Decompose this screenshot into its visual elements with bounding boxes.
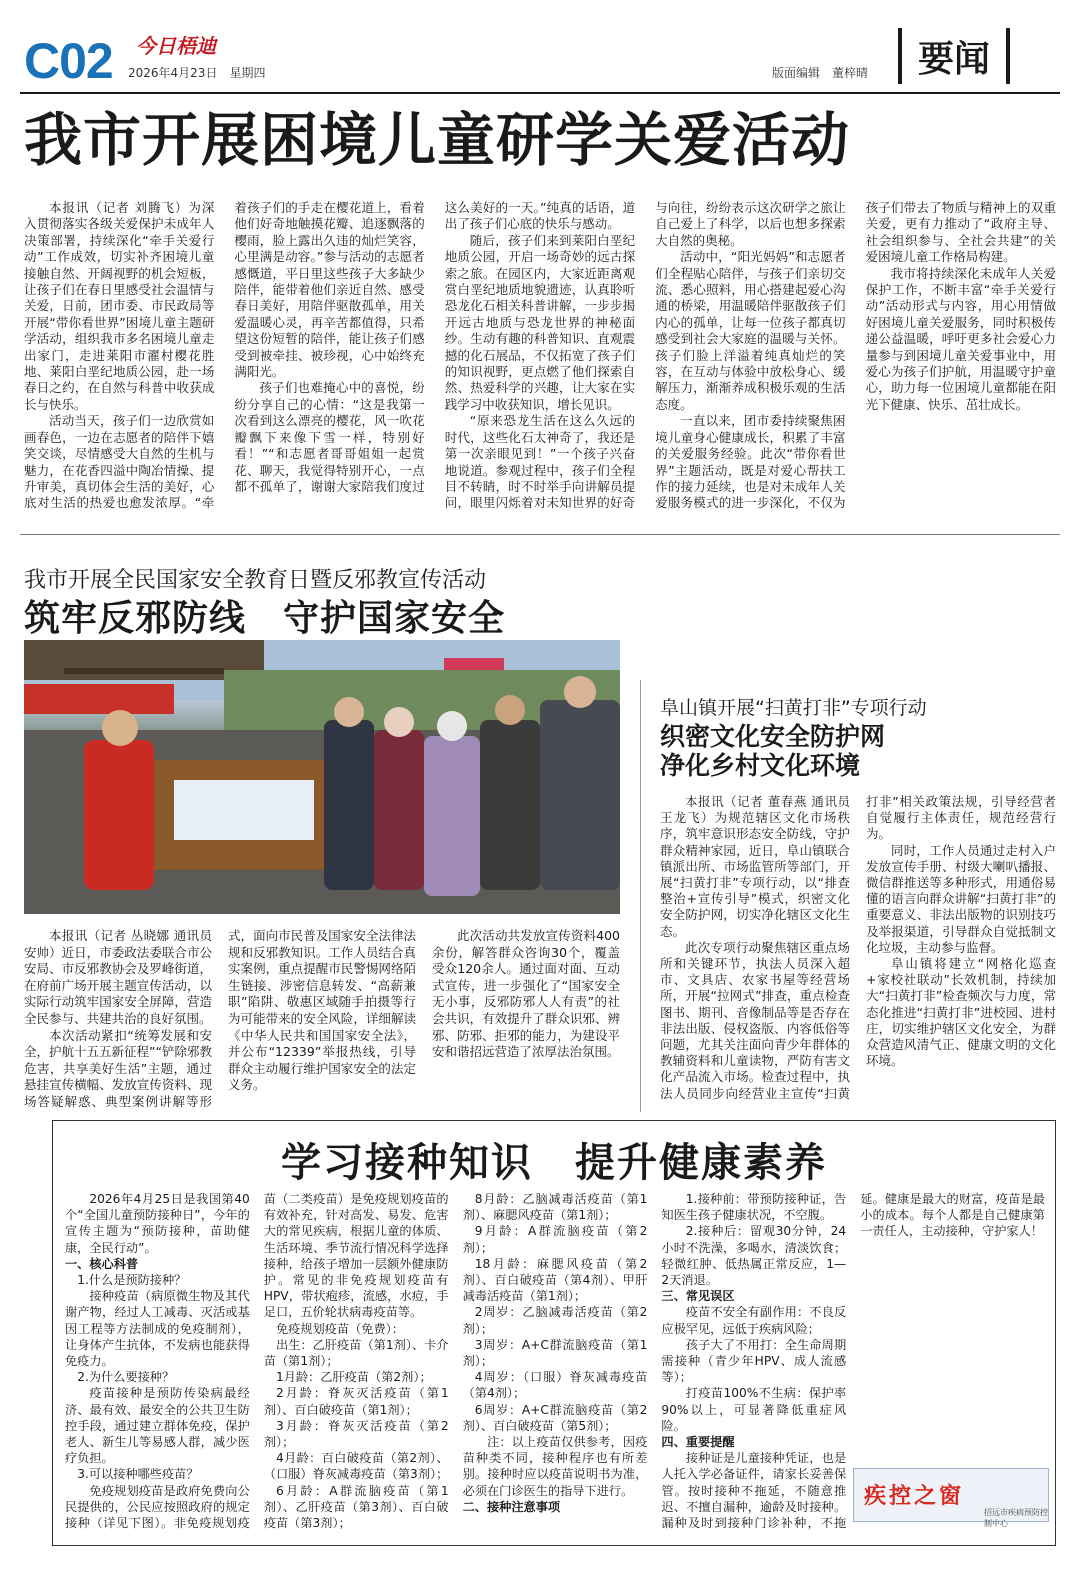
section-heading: 四、重要提醒 xyxy=(661,1435,735,1450)
paragraph: 注：以上疫苗仅供参考，因疫苗种类不同，接种程序也有所差别。接种时应以疫苗说明书为准，必须在门诊医生的指导下进行。 xyxy=(462,1435,648,1498)
section-label: 要闻 xyxy=(898,28,1010,84)
paragraph: 活动中，“阳光妈妈”和志愿者们全程贴心陪伴，与孩子们亲切交流、悉心照料，用心搭建起爱心沟通的桥梁，用温暖陪伴驱散孩子们内心的孤单，让每一位孩子都真切感受到社会大家庭的温暖与关怀。孩子们脸上洋溢着纯真灿烂的笑容，在互动与体验中放松身心、缓解压力，渐渐养成积极乐观的生活态度。 xyxy=(655,249,846,412)
article3-headline-line1: 织密文化安全防护网 xyxy=(660,722,886,751)
badge-title: 疾控之窗 xyxy=(864,1483,965,1509)
paragraph: 本报讯（记者 刘腾飞）为深入贯彻落实各级关爱保护未成年人决策部署，持续深化“牵手关爱行动”工作成效，切实补齐困境儿童接触自然、开阔视野的机会短板，让孩子们在春日里感受社会温情与关爱，日前，团市委、市民政局等开展“带你看世界”困境儿童主题研学活动，组织我市多名困境儿童走出家门，走进莱阳市濯村樱花胜地、莱阳白垩纪地质公园，赴一场春日之约，在自然与科普中收获成长与快乐。 xyxy=(24,200,215,412)
paragraph: 同时，工作人员通过走村入户发放宣传手册、村级大喇叭播报、微信群推送等多种形式，用通俗易懂的语言向群众讲解“扫黄打非”的重要意义、非法出版物的识别技巧及举报渠道，引导群众自觉抵制文化垃圾，主动参与监督。 xyxy=(866,842,1056,955)
paragraph: 接种疫苗（病原微生物及其代谢产物，经过人工减毒、灭活或基因工程等方法制成的免疫制剂），让身体产生抗体，不发病也能获得免疫力。 xyxy=(65,1289,250,1369)
article2-headline: 筑牢反邪防线 守护国家安全 xyxy=(24,598,506,639)
question-heading: 2.为什么要接种？ xyxy=(77,1370,175,1385)
paragraph: 1月龄：乙肝疫苗（第2剂）； xyxy=(275,1370,432,1385)
article2-kicker: 我市开展全民国家安全教育日暨反邪教宣传活动 xyxy=(24,568,487,593)
paragraph: 疫苗不安全有副作用：不良反应极罕见，远低于疾病风险； xyxy=(661,1305,847,1336)
event-photo-illustration xyxy=(24,640,620,914)
page-editor: 版面编辑 董梓晴 xyxy=(772,66,869,80)
paragraph: 孩子们也难掩心中的喜悦，纷纷分享自己的心情：“这是我第一次看到这么漂亮的樱花，风一吹花瓣飘下来像下雪一样，特别好看！”“和志愿者哥哥姐姐一起赏花、聊天，我觉得特别开心，一点都不孤单了，谢谢大家陪我们度过这么美好的一天。”纯真的话语，道出了孩子们心底的快乐与感动。 xyxy=(234,200,636,494)
paragraph: 一直以来，团市委持续聚焦困境儿童身心健康成长，积累了丰富的关爱服务经验。此次“带你看世界”主题活动，既是对爱心帮扶工作的接力延续，也是对未成年人关爱服务模式的进一步深化，不仅为孩子们带去了物质与精神上的双重关爱，更有力推动了“政府主导、社会组织参与、全社会共建”的关爱困境儿童工作格局构建。 xyxy=(655,200,1056,511)
paragraph: 1.接种前：带预防接种证，告知医生孩子健康状况，不空腹。 xyxy=(661,1192,847,1223)
paragraph: 随后，孩子们来到莱阳白垩纪地质公园，开启一场奇妙的远古探索之旅。在园区内，大家近距离观赏白垩纪地质地貌遗迹，认真聆听恐龙化石相关科普讲解，一步步揭开远古地质与恐龙世界的神秘面纱。生动有趣的科普知识、直观震撼的化石展品，不仅拓宽了孩子们的知识视野，更点燃了他们探索自然、热爱科学的兴趣，让大家在实践学习中收获知识，增长见识。 xyxy=(444,232,636,412)
section-heading: 三、常见误区 xyxy=(661,1289,735,1304)
column-divider xyxy=(640,680,641,1112)
paragraph: 本报讯（记者 丛晓娜 通讯员 安帅）近日，市委政法委联合市公安局、市反邪教协会及罗峰街道，在府前广场开展主题宣传活动，以实际行动筑牢国家安全屏障，营造全民参与、共建共治的良好氛围。 xyxy=(24,928,212,1026)
paragraph: 2周岁：乙脑减毒活疫苗（第2剂）； xyxy=(462,1305,648,1336)
header-divider xyxy=(20,92,1060,94)
article4-headline: 学习接种知识 提升健康素养 xyxy=(281,1140,827,1186)
paragraph: “原来恐龙生活在这么久远的时代，这些化石太神奇了，我还是第一次亲眼见到！”一个孩子兴奋地说道。参观过程中，孩子们全程目不转睛，时不时举手向讲解员提问，眼里闪烁着对未知世界的好奇与向往，纷纷表示这次研学之旅让自己爱上了科学，以后也想多探索大自然的奥秘。 xyxy=(444,200,846,511)
paragraph: 3月龄：脊灰灭活疫苗（第2剂）； xyxy=(263,1418,449,1450)
paragraph: 2月龄：脊灰灭活疫苗（第1剂）、百白破疫苗（第1剂）； xyxy=(263,1386,449,1417)
article3-headline-line2: 净化乡村文化环境 xyxy=(660,751,861,780)
paragraph: 6月龄：A群流脑疫苗（第1剂）、乙肝疫苗（第3剂）、百白破疫苗（第3剂）； xyxy=(263,1483,449,1531)
paragraph: 3周岁：A+C群流脑疫苗（第1剂）； xyxy=(462,1337,648,1369)
paragraph: 接种证是儿童接种凭证，也是人托入学必备证件，请家长妥善保管。按时接种不拖延，不随意推迟、不擅自漏种，逾龄及时接种。漏种及时到接种门诊补种，不拖延。健康是最大的财富，疫苗是最小的成本。每个人都是自己健康第一责任人，主动接种，守护家人！ xyxy=(661,1192,1045,1531)
article2-body xyxy=(24,928,620,1112)
paragraph: 2026年4月25日是我国第40个“全国儿童预防接种日”，今年的宣传主题为“预防接种，苗助健康，全民行动”。 xyxy=(65,1192,250,1255)
paragraph: 打疫苗100%不生病：保护率90%以上，可显著降低重症风险。 xyxy=(661,1386,847,1433)
paragraph: 2.接种后：留观30分钟，24小时不洗澡，多喝水，清淡饮食；轻微红肿、低热属正常反应，1—2天消退。 xyxy=(661,1224,847,1288)
paragraph: 8月龄：乙脑减毒活疫苗（第1剂）、麻腮风疫苗（第1剂）； xyxy=(462,1192,648,1223)
paragraph: 我市将持续深化未成年人关爱保护工作，不断丰富“牵手关爱行动”活动形式与内容，用心用情做好困境儿童关爱服务，同时积极传递公益温暖，呼吁更多社会爱心力量参与到困境儿童关爱事业中，用爱心为孩子们护航，用温暖守护童心，助力每一位困境儿童都能在阳光下健康、快乐、茁壮成长。 xyxy=(865,265,1056,412)
paragraph: 阜山镇将建立“网格化巡查+家校社联动”长效机制，持续加大“扫黄打非”检查频次与力度，常态化推进“扫黄打非”进校园、进村庄，切实维护辖区文化安全，为群众营造风清气正、健康文明的文化环境。 xyxy=(866,956,1056,1069)
paragraph: 此次活动共发放宣传资料400余份，解答群众咨询30个，覆盖受众120余人。通过面对面、互动式宣传，进一步强化了“国家安全无小事，反邪防邪人人有责”的社会共识，有效提升了群众识邪、辨邪、防邪、拒邪的能力，为建设平安和谐招远营造了浓厚法治氛围。 xyxy=(432,928,620,1060)
paragraph: 9月龄：A群流脑疫苗（第2剂）； xyxy=(462,1224,648,1255)
section-heading: 二、接种注意事项 xyxy=(462,1499,561,1514)
article1-body xyxy=(24,200,1056,522)
newspaper-logo: 今日梧迪 xyxy=(136,34,216,58)
page-code: C02 xyxy=(24,33,113,89)
article3-kicker: 阜山镇开展“扫黄打非”专项行动 xyxy=(660,697,927,719)
paragraph: 4周岁：（口服）脊灰减毒疫苗（第4剂）； xyxy=(462,1370,648,1401)
section-divider xyxy=(20,534,1060,535)
paragraph: 4月龄：百白破疫苗（第2剂）、（口服）脊灰减毒疫苗（第3剂）； xyxy=(263,1451,449,1482)
paragraph: 本次活动紧扣“统筹发展和安全，护航十五五新征程”“铲除邪教危害，共享美好生活”主题，通过悬挂宣传横幅、发放宣传资料、现场答疑解惑、典型案例讲解等形式，面向市民普及国家安全法律法规和反邪教知识。工作人员结合真实案例，重点提醒市民警惕网络陌生链接、涉密信息转发、“高薪兼职”陷阱、敬惠区域随手拍摄等行为可能带来的安全风险，详细解读《中华人民共和国国家安全法》，并公布“12339”举报热线，引导群众主动履行维护国家安全的法定义务。 xyxy=(24,928,416,1109)
section-heading: 一、核心科普 xyxy=(65,1256,139,1271)
paragraph: 孩子大了不用打：全生命周期需接种（青少年HPV、成人流感等）； xyxy=(661,1337,847,1385)
badge-subtitle: 招远市疾病预防控制中心 xyxy=(984,1508,1048,1528)
article1-headline: 我市开展困境儿童研学关爱活动 xyxy=(24,106,851,174)
paragraph: 免疫规划疫苗是政府免费向公民提供的，公民应按照政府的规定接种（详见下图）。非免疫规划疫苗（二类疫苗）是免疫规划疫苗的有效补充，针对高发、易发、危害大的常见疾病，根据儿童的体质、生活环境、季节流行情况科学选择接种，给孩子增加一层额外健康防护。常见的非免疫规划疫苗有HPV，带状疱疹，流感，水痘，手足口，五价轮状病毒疫苗等。 xyxy=(65,1192,449,1531)
paragraph: 6周岁：A+C群流脑疫苗（第2剂）、百白破疫苗（第5剂）； xyxy=(462,1402,648,1433)
article3-body xyxy=(660,794,1056,1112)
paragraph: 活动当天，孩子们一边欣赏如画春色，一边在志愿者的陪伴下嬉笑交谈，尽情感受大自然的生机与魅力，在花香四溢中陶冶情操、提升审美，真切体会生活的美好，心底对生活的热爱也愈发浓厚。“牵着孩子们的手走在樱花道上，看着他们好奇地触摸花瓣、追逐飘落的樱雨，脸上露出久违的灿烂笑容，心里满是动容。”参与活动的志愿者感慨道，平日里这些孩子大多缺少陪伴，能带着他们亲近自然、感受春日美好，用陪伴驱散孤单，用关爱温暖心灵，再辛苦都值得，只希望这份短暂的陪伴，能让孩子们感受到被牵挂、被珍视，心中始终充满阳光。 xyxy=(24,200,425,511)
paragraph: 出生：乙肝疫苗（第1剂）、卡介苗（第1剂）； xyxy=(263,1337,449,1369)
question-heading: 3.可以接种哪些疫苗？ xyxy=(77,1467,199,1482)
issue-date: 2026年4月23日 星期四 xyxy=(128,66,266,80)
paragraph: 本报讯（记者 董春燕 通讯员 王龙飞）为规范辖区文化市场秩序，筑牢意识形态安全防线，守护群众精神家园，近日，阜山镇联合镇派出所、市场监管所等部门，开展“扫黄打非”专项行动，以“排查整治+宣传引导”模式，织密文化安全防护网，切实净化辖区文化生态。 xyxy=(660,794,850,939)
paragraph: 疫苗接种是预防传染病最经济、最有效、最安全的公共卫生防控手段，通过建立群体免疫，保护老人、新生儿等易感人群，减少医疗负担。 xyxy=(65,1386,250,1466)
paragraph: 此次专项行动聚焦辖区重点场所和关键环节，执法人员深入超市、文具店、农家书屋等经营场所，开展“拉网式”排查，重点检查图书、期刊、音像制品等是否存在非法出版、侵权盗版、内容低俗等问题，尤其关注面向青少年群体的教辅资料和儿童读物，严防有害文化产品流入市场。检查过程中，执法人员同步向经营业主宣传“扫黄打非”相关政策法规，引导经营者自觉履行主体责任，规范经营行为。 xyxy=(660,794,1056,1101)
paragraph: 免疫规划疫苗（免费）： xyxy=(275,1321,404,1336)
masthead xyxy=(20,24,1060,88)
paragraph: 18月龄：麻腮风疫苗（第2剂）、百白破疫苗（第4剂）、甲肝减毒活疫苗（第1剂）； xyxy=(462,1256,648,1304)
article2-photo xyxy=(24,640,620,914)
question-heading: 1.什么是预防接种？ xyxy=(77,1273,187,1288)
cdc-column-badge xyxy=(853,1468,1049,1528)
